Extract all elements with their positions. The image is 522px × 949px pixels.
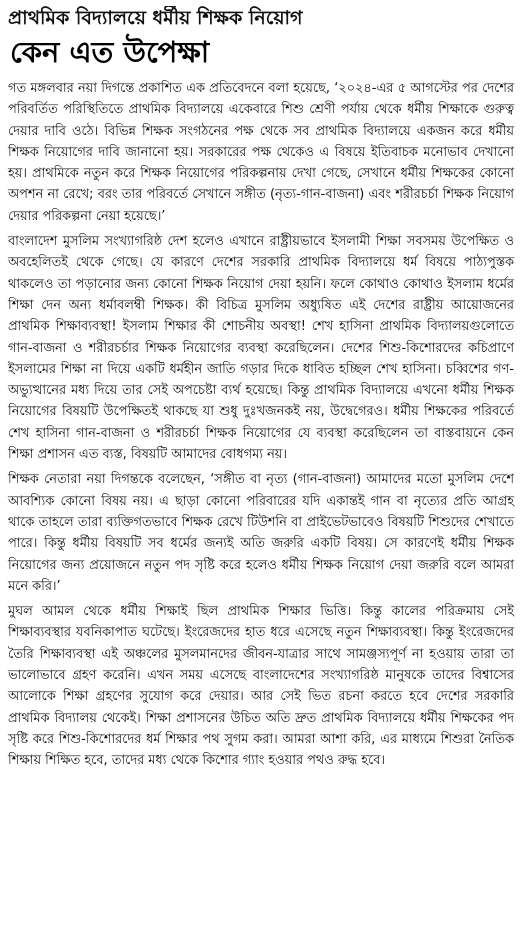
paragraph: গত মঙ্গলবার নয়া দিগন্তে প্রকাশিত এক প্রতিবেদনে বলা হয়েছে, ‘২০২৪-এর ৫ আগস্টের পর দেশের পরিবর্তিত পরিস্থিতিতে প্রাথমিক বিদ্যালয়ে একেবারে শিশু শ্রেণী পর্যায় থেকে ধর্মীয় শিক্ষাকে গুরুত্ব দেয়ার দাবি ওঠে। বিভিন্ন শিক্ষক সংগঠনের পক্ষ থেকে সব প্রাথমিক বিদ্যালয়ে একজন করে ধর্মীয় শিক্ষক নিয়োগের দাবি জানানো হয়। সরকারের পক্ষ থেকেও এ বিষয়ে ইতিবাচক মনোভাব দেখানো হয়। প্রাথমিকে নতুন করে শিক্ষক নিয়োগের পরিকল্পনায় দেখা গেছে, সেখানে ধর্মীয় শিক্ষকের কোনো অপশন না রেখে; বরং তার পরিবর্তে সেখানে সঙ্গীত (নৃত্য-গান-বাজনা) এবং শরীরচর্চা শিক্ষক নিয়োগ দেয়ার পরিকল্পনা নেয়া হয়েছে।’ — [8, 81, 514, 224]
article-body — [8, 78, 514, 772]
headline: কেন এত উপেক্ষা — [10, 35, 210, 69]
paragraph: বাংলাদেশ মুসলিম সংখ্যাগরিষ্ঠ দেশ হলেও এখানে রাষ্ট্রীয়ভাবে ইসলামী শিক্ষা সবসময় উপেক্ষিত ও অবহেলিতই থেকে গেছে। যে কারণে দেশের সরকারি প্রাথমিক বিদ্যালয়ে ধর্ম বিষয়ে পাঠ্যপুস্তক থাকলেও তা পড়ানোর জন্য কোনো শিক্ষক নিয়োগ দেয়া হয়নি। ফলে কোথাও কোথাও ইসলাম ধর্মের শিক্ষা দেন অন্য ধর্মাবলম্বী শিক্ষক। কী বিচিত্র মুসলিম অধ্যুষিত এই দেশের রাষ্ট্রীয় আয়োজনের প্রাথমিক শিক্ষাব্যবস্থা! ইসলাম শিক্ষার কী শোচনীয় অবস্থা! শেখ হাসিনা প্রাথমিক বিদ্যালয়গুলোতে গান-বাজনা ও শরীরচর্চার শিক্ষক নিয়োগের ব্যবস্থা করেছিলেন। দেশের শিশু-কিশোরদের কচিপ্রাণে ইসলামের শিক্ষা না দিয়ে একটি ধর্মহীন জাতি গড়ার দিকে ধাবিত হচ্ছিল শেখ হাসিনা। চব্বিশের গণ-অভ্যুত্থানের মধ্য দিয়ে তার সেই অপচেষ্টা ব্যর্থ হয়েছে। কিন্তু প্রাথমিক বিদ্যালয়ে এখনো ধর্মীয় শিক্ষক নিয়োগের বিষয়টি উপেক্ষিতই থাকছে যা শুধু দুঃখজনকই নয়, উদ্বেগেরও। ধর্মীয় শিক্ষকের পরিবর্তে শেখ হাসিনা গান-বাজনা ও শরীরচর্চা শিক্ষক নিয়োগের যে ব্যবস্থা করেছিলেন তা বাস্তবায়নে কেন শিক্ষা প্রশাসন এত ব্যস্ত, বিষয়টি আমাদের বোধগম্য নয়। — [8, 234, 514, 463]
paragraph: মুঘল আমল থেকে ধর্মীয় শিক্ষাই ছিল প্রাথমিক শিক্ষার ভিত্তি। কিন্তু কালের পরিক্রমায় সেই শিক্ষাব্যবস্থার যবনিকাপাত ঘটেছে। ইংরেজদের হাত ধরে এসেছে নতুন শিক্ষাব্যবস্থা। কিন্তু ইংরেজদের তৈরি শিক্ষাব্যবস্থা এই অঞ্চলের মুসলমানদের জীবন-যাত্রার সাথে সামঞ্জস্যপূর্ণ না হওয়ায় তারা তা ভালোভাবে গ্রহণ করেনি। এখন সময় এসেছে বাংলাদেশের সংখ্যাগরিষ্ঠ মানুষকে তাদের বিশ্বাসের আলোকে শিক্ষা গ্রহণের সুযোগ করে দেয়ার। আর সেই ভিত রচনা করতে হবে দেশের সরকারি প্রাথমিক বিদ্যালয় থেকেই। শিক্ষা প্রশাসনের উচিত অতি দ্রুত প্রাথমিক বিদ্যালয়ে ধর্মীয় শিক্ষকের পদ সৃষ্টি করে শিশু-কিশোরদের ধর্ম শিক্ষার পথ সুগম করা। আমরা আশা করি, এর মাধ্যমে শিশুরা নৈতিক শিক্ষায় শিক্ষিত হবে, তাদের মধ্য থেকে কিশোর গ্যাং হওয়ার পথও রুদ্ধ হবে। — [8, 604, 514, 769]
kicker-title: প্রাথমিক বিদ্যালয়ে ধর্মীয় শিক্ষক নিয়োগ — [8, 7, 303, 29]
paragraph: শিক্ষক নেতারা নয়া দিগন্তকে বলেছেন, ‘সঙ্গীত বা নৃত্য (গান-বাজনা) আমাদের মতো মুসলিম দেশে আবশ্যিক কোনো বিষয় নয়। এ ছাড়া কোনো পরিবারের যদি একান্তই গান বা নৃত্যের প্রতি আগ্রহ থাকে তাহলে তারা ব্যক্তিগতভাবে শিক্ষক রেখে টিউশনি বা প্রাইভেটভাবেও বিষয়টি শিশুদের শেখাতে পারে। কিন্তু ধর্মীয় বিষয়টি সব ধর্মের জন্যই অতি জরুরি একটি বিষয়। সে কারণেই ধর্মীয় শিক্ষক নিয়োগের জন্য প্রয়োজনে নতুন পদ সৃষ্টি করে হলেও ধর্মীয় শিক্ষক নিয়োগ দেয়া জরুরি বলে আমরা মনে করি।’ — [8, 472, 514, 594]
